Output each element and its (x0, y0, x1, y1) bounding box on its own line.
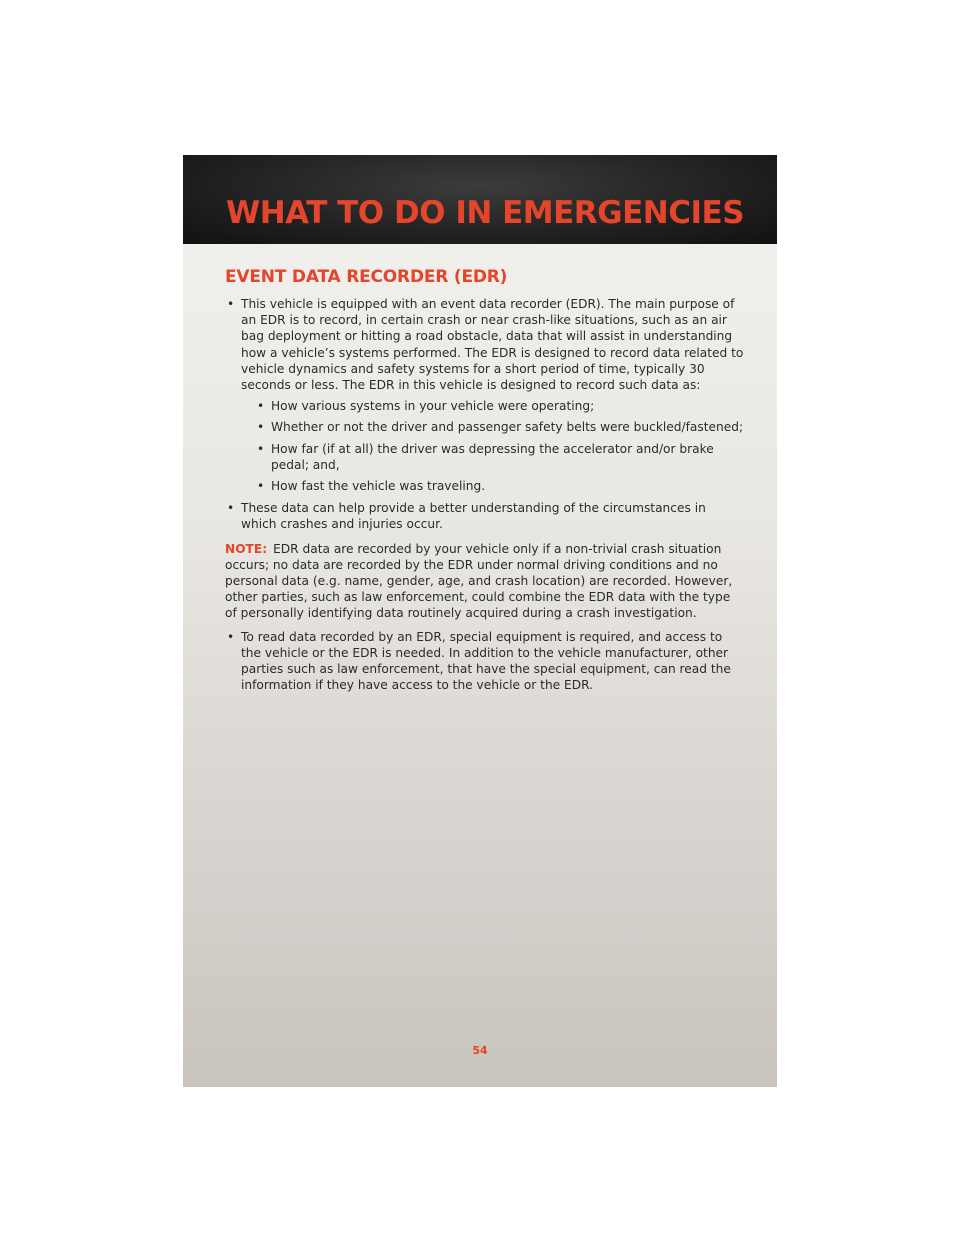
bullet-dot: • (257, 441, 265, 456)
note-paragraph (225, 541, 745, 622)
bullet-dot: • (257, 479, 265, 494)
bullet-edr-purpose (225, 296, 745, 494)
manual-page (183, 155, 777, 1087)
header-band (183, 155, 777, 244)
list-item (241, 441, 745, 473)
list-item-text: How various systems in your vehicle were operating; (271, 399, 595, 414)
page-content (225, 266, 745, 699)
bullet-data-helps (225, 500, 745, 532)
bullet-text: These data can help provide a better understanding of the circumstances in which crashes and injuries occur. (241, 501, 706, 532)
bullet-dot: • (227, 501, 235, 516)
bullet-dot: • (227, 297, 235, 311)
chapter-title: WHAT TO DO IN EMERGENCIES (226, 195, 745, 231)
section-heading: EVENT DATA RECORDER (EDR) (225, 267, 508, 287)
list-item (241, 398, 745, 414)
list-item (241, 419, 745, 435)
bullet-dot: • (227, 629, 235, 644)
list-item (241, 478, 745, 494)
list-item-text: How far (if at all) the driver was depressing the accelerator and/or brake pedal; and, (271, 441, 714, 472)
bullet-dot: • (257, 420, 265, 435)
recorded-data-list (241, 398, 745, 494)
list-item-text: How fast the vehicle was traveling. (271, 479, 486, 494)
bullet-text: This vehicle is equipped with an event data recorder (EDR). The main purpose of an EDR is to record, in certain crash or near crash-like situations, such as an air bag deployment or hitting a road obstacle, data that will assist in understanding how a vehicle’s systems performed. The EDR is designed to record data related to vehicle dynamics and safety systems for a short period of time, typically 30 seconds or less. The EDR in this vehicle is designed to record such data as: (241, 297, 744, 393)
list-item-text: Whether or not the driver and passenger safety belts were buckled/fastened; (271, 420, 744, 435)
note-text: EDR data are recorded by your vehicle only if a non-trivial crash situation occurs; no data are recorded by the EDR under normal driving conditions and no personal data (e.g. name, gender, age, and crash location) are recorded. However, other parties, such as law enforcement, could combine the EDR data with the type of personally identifying data routinely acquired during a crash investigation. (225, 541, 733, 621)
bullet-reading-data (225, 629, 745, 694)
bullet-dot: • (257, 399, 265, 414)
note-label: NOTE: (225, 541, 268, 556)
page-number: 54 (472, 1044, 488, 1057)
bullet-text: To read data recorded by an EDR, special equipment is required, and access to the vehicle or the EDR is needed. In addition to the vehicle manufacturer, other parties such as law enforcement, that have the special equipment, can read the information if they have access to the vehicle or the EDR. (241, 629, 731, 693)
